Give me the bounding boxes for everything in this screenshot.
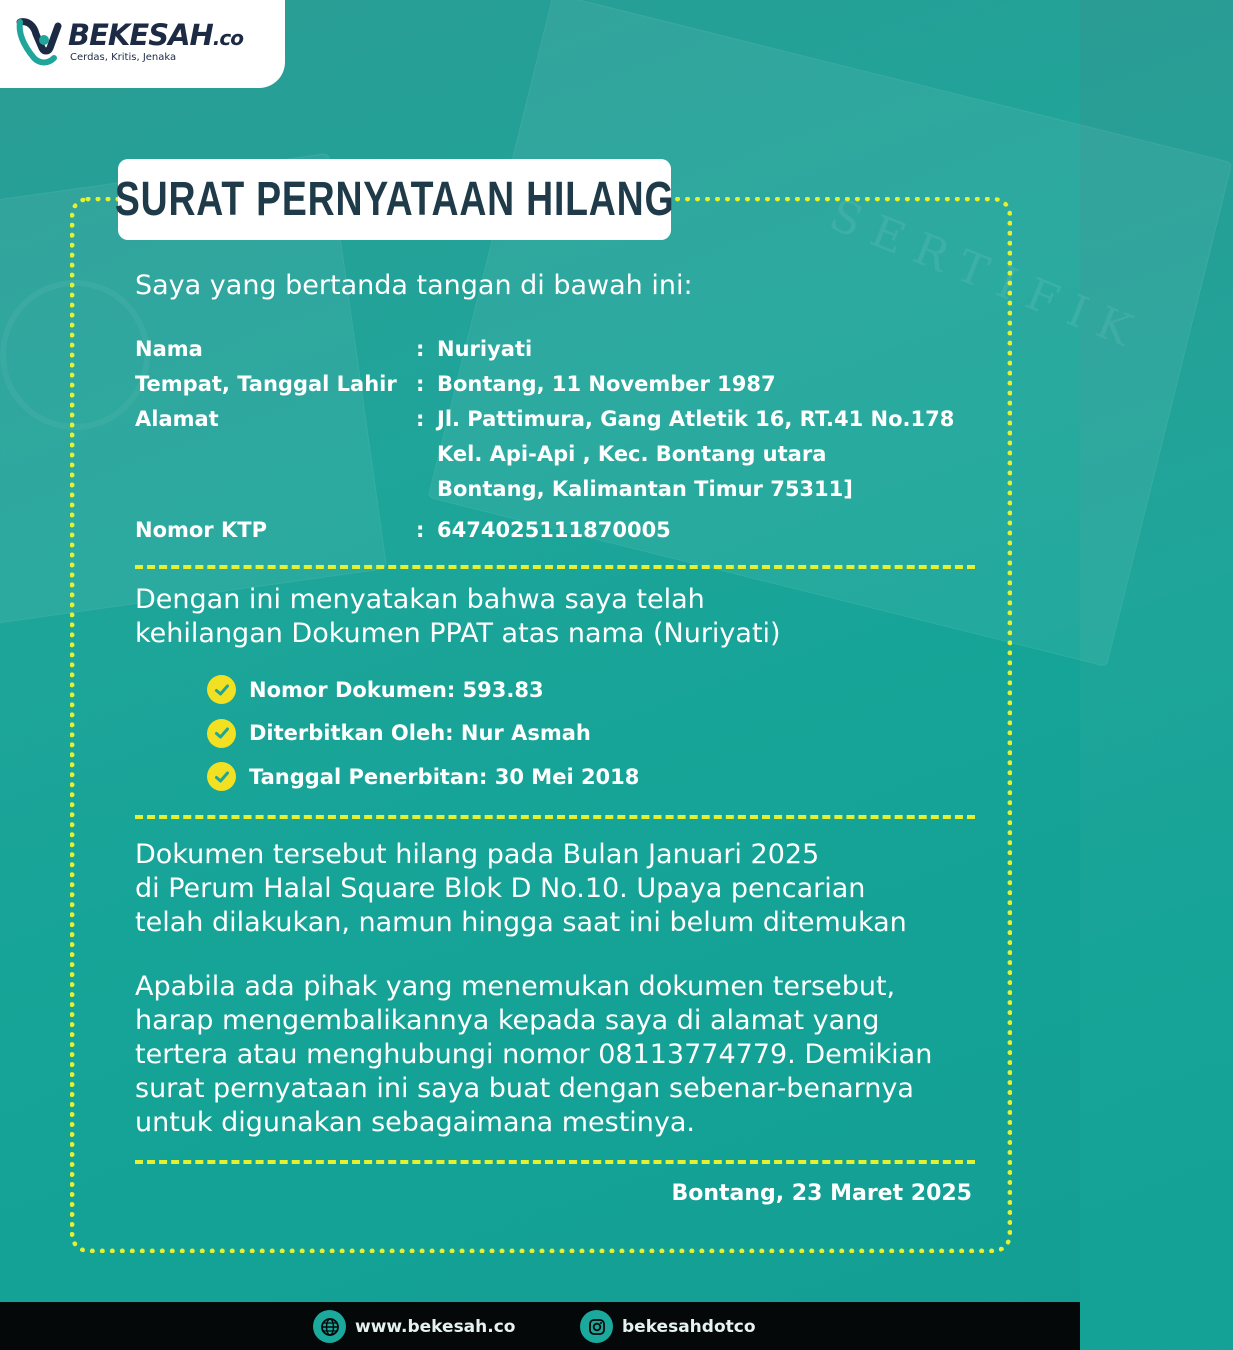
ktp-label: Nomor KTP: [135, 518, 267, 542]
instagram-icon: [580, 1310, 613, 1343]
info-row-ktp: [135, 518, 995, 553]
info-row-alamat-3: [135, 477, 995, 512]
nama-label: Nama: [135, 337, 203, 361]
page-title: SURAT PERNYATAAN HILANG: [114, 173, 675, 226]
paragraph-line: tertera atau menghubungi nomor 08113774779. Demikian: [135, 1039, 933, 1070]
document-checklist: [207, 668, 639, 799]
loss-description: [135, 838, 907, 940]
divider: [135, 565, 975, 569]
statement-text: [135, 583, 781, 651]
document-number: Nomor Dokumen: 593.83: [249, 677, 544, 702]
title-box: [114, 159, 675, 240]
info-row-alamat: [135, 407, 995, 442]
intro-text: Saya yang bertanda tangan di bawah ini:: [135, 270, 693, 301]
list-item: [207, 755, 639, 799]
divider: [135, 1160, 975, 1164]
statement-line-2: kehilangan Dokumen PPAT atas nama (Nuriyati): [135, 618, 781, 649]
separator: :: [416, 407, 425, 431]
website-link[interactable]: [313, 1310, 515, 1343]
signature-date: Bontang, 23 Maret 2025: [671, 1181, 972, 1206]
check-circle-icon: [207, 762, 236, 791]
background-certificate-watermark: SERTIFIK: [822, 189, 1152, 362]
separator: :: [416, 372, 425, 396]
divider: [135, 815, 975, 819]
bekesah-logo-icon: [14, 14, 66, 70]
separator: :: [416, 337, 425, 361]
paragraph-line: Apabila ada pihak yang menemukan dokumen tersebut,: [135, 971, 896, 1002]
list-item: [207, 668, 639, 712]
website-text: www.bekesah.co: [355, 1316, 516, 1337]
document-issuer: Diterbitkan Oleh: Nur Asmah: [249, 721, 591, 746]
check-circle-icon: [207, 675, 236, 704]
separator: :: [416, 518, 425, 542]
ttl-value: Bontang, 11 November 1987: [437, 372, 776, 396]
statement-line-1: Dengan ini menyatakan bahwa saya telah: [135, 584, 705, 615]
alamat-line-1: Jl. Pattimura, Gang Atletik 16, RT.41 No.178: [437, 407, 955, 431]
paragraph-line: di Perum Halal Square Blok D No.10. Upaya pencarian: [135, 873, 866, 904]
info-row-ttl: [135, 372, 995, 407]
check-circle-icon: [207, 719, 236, 748]
paragraph-line: telah dilakukan, namun hingga saat ini belum ditemukan: [135, 907, 907, 938]
nama-value: Nuriyati: [437, 337, 533, 361]
paragraph-line: harap mengembalikannya kepada saya di alamat yang: [135, 1005, 880, 1036]
info-row-nama: [135, 337, 995, 372]
paragraph-line: Dokumen tersebut hilang pada Bulan Januari 2025: [135, 839, 820, 870]
paragraph-line: untuk digunakan sebagaimana mestinya.: [135, 1107, 696, 1138]
alamat-label: Alamat: [135, 407, 219, 431]
ktp-value: 6474025111870005: [437, 518, 671, 542]
document-issue-date: Tanggal Penerbitan: 30 Mei 2018: [249, 764, 640, 789]
brand-suffix: .co: [212, 26, 243, 50]
brand-tagline: Cerdas, Kritis, Jenaka: [70, 52, 177, 63]
brand-name-text: BEKESAH: [68, 18, 213, 52]
footer: [0, 1302, 1080, 1350]
alamat-line-3: Bontang, Kalimantan Timur 75311]: [437, 477, 853, 501]
instagram-text: bekesahdotco: [622, 1316, 756, 1337]
brand-header[interactable]: [0, 0, 285, 88]
alamat-line-2: Kel. Api-Api , Kec. Bontang utara: [437, 442, 827, 466]
brand-name: [68, 18, 243, 52]
info-row-alamat-2: [135, 442, 995, 477]
list-item: [207, 712, 639, 756]
return-request: [135, 970, 932, 1140]
identity-section: [135, 337, 995, 553]
ttl-label: Tempat, Tanggal Lahir: [135, 372, 397, 396]
globe-icon: [313, 1310, 346, 1343]
paragraph-line: surat pernyataan ini saya buat dengan sebenar-benarnya: [135, 1073, 914, 1104]
instagram-link[interactable]: [580, 1310, 756, 1343]
